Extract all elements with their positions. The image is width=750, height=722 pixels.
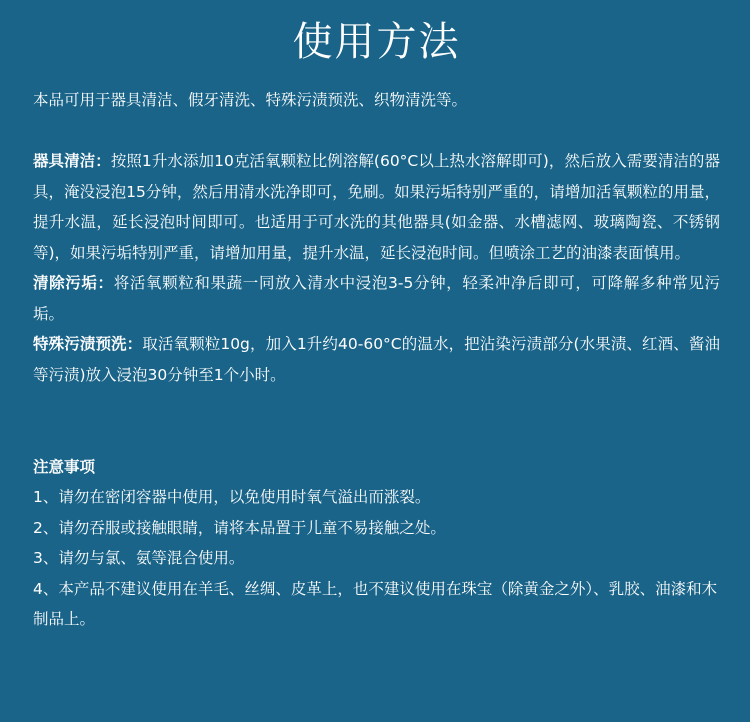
section-stain-prewash	[33, 329, 720, 390]
intro-text: 本品可用于器具清洁、假牙清洗、特殊污渍预洗、织物清洗等。	[33, 91, 468, 109]
note-item: 1、请勿在密闭容器中使用，以免使用时氧气溢出而涨裂。	[33, 488, 431, 506]
note-item: 4、本产品不建议使用在羊毛、丝绸、皮革上，也不建议使用在珠宝（除黄金之外）、乳胶、油漆和木制品上。	[33, 579, 718, 628]
notes-section	[33, 452, 720, 635]
note-item: 3、请勿与氯、氨等混合使用。	[33, 549, 245, 567]
note-item: 2、请勿吞服或接触眼睛，请将本品置于儿童不易接触之处。	[33, 518, 446, 537]
section-label: 清除污垢：	[33, 274, 114, 292]
section-text: 按照1升水添加10克活氧颗粒比例溶解(60°C以上热水溶解即可)，然后放入需要清洁的器具，淹没浸泡15分钟，然后用清水洗净即可，免刷。如果污垢特别严重的，请增加活氧颗粒的用量，提升水温，延长浸泡时间即可。也适用于可水洗的其他器具(如金器、水槽滤网、玻璃陶瓷、不锈钢等)，如果污垢特别严重，请增加用量，提升水温，延长浸泡时间。但喷涂工艺的油漆表面慎用。	[33, 152, 720, 262]
section-text: 将活氧颗粒和果蔬一同放入清水中浸泡3-5分钟，轻柔冲净后即可，可降解多种常见污垢。	[33, 274, 720, 323]
usage-sections	[33, 146, 720, 390]
section-label: 特殊污渍预洗：	[33, 335, 143, 353]
section-text: 取活氧颗粒10g，加入1升约40-60°C的温水，把沾染污渍部分(水果渍、红酒、酱油等污渍)放入浸泡30分钟至1个小时。	[33, 335, 720, 384]
notes-title: 注意事项	[33, 458, 96, 476]
section-label: 器具清洁：	[33, 152, 111, 170]
section-utensil-cleaning	[33, 146, 720, 268]
section-dirt-removal	[33, 268, 720, 329]
page-title: 使用方法	[292, 19, 461, 65]
